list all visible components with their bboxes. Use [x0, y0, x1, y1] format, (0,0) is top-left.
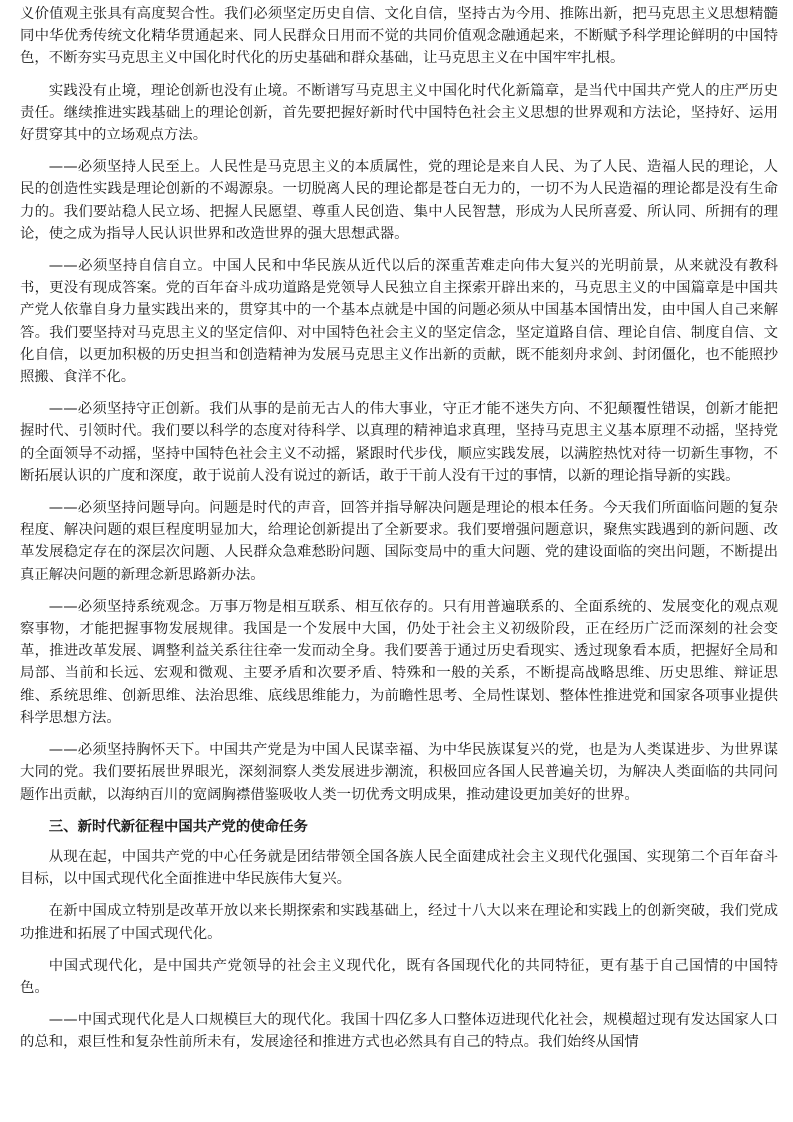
section-heading: 三、新时代新征程中国共产党的使命任务	[48, 818, 308, 835]
document-page	[20, 3, 778, 1064]
paragraph-global-vision: ——必须坚持胸怀天下。中国共产党是为中国人民谋幸福、为中华民族谋复兴的党，也是为人类谋进步、为世界谋大同的党。我们要拓展世界眼光，深刻洞察人类发展进步潮流，积极回应各国人民普遍关切，为解决人类面临的共同问题作出贡献，以海纳百川的宽阔胸襟借鉴吸收人类一切优秀文明成果，推动建设更加美好的世界。	[20, 742, 778, 803]
paragraph-central-task: 从现在起，中国共产党的中心任务就是团结带领全国各族人民全面建成社会主义现代化强国、实现第二个百年奋斗目标，以中国式现代化全面推进中华民族伟大复兴。	[20, 848, 778, 888]
paragraph-continued: 义价值观主张具有高度契合性。我们必须坚定历史自信、文化自信，坚持古为今用、推陈出新，把马克思主义思想精髓同中华优秀传统文化精华贯通起来、同人民群众日用而不觉的共同价值观念融通起来，不断赋予科学理论鲜明的中国特色，不断夯实马克思主义中国化时代化的历史基础和群众基础，让马克思主义在中国牢牢扎根。	[20, 6, 778, 67]
paragraph-population-scale: ——中国式现代化是人口规模巨大的现代化。我国十四亿多人口整体迈进现代化社会，规模超过现有发达国家人口的总和，艰巨性和复杂性前所未有，发展途径和推进方式也必然具有自己的特点。我们始终从国情	[20, 1012, 778, 1051]
paragraph-people-first: ——必须坚持人民至上。人民性是马克思主义的本质属性，党的理论是来自人民、为了人民、造福人民的理论，人民的创造性实践是理论创新的不竭源泉。一切脱离人民的理论都是苍白无力的，一切不为人民造福的理论都是没有生命力的。我们要站稳人民立场、把握人民愿望、尊重人民创造、集中人民智慧，形成为人民所喜爱、所认同、所拥有的理论，使之成为指导人民认识世界和改造世界的强大思想武器。	[20, 159, 778, 242]
paragraph-practice-theory: 实践没有止境，理论创新也没有止境。不断谱写马克思主义中国化时代化新篇章，是当代中国共产党人的庄严历史责任。继续推进实践基础上的理论创新，首先要把握好新时代中国特色社会主义思想的世界观和方法论，坚持好、运用好贯穿其中的立场观点方法。	[20, 82, 778, 144]
paragraph-self-confidence: ——必须坚持自信自立。中国人民和中华民族从近代以后的深重苦难走向伟大复兴的光明前景，从来就没有教科书，更没有现成答案。党的百年奋斗成功道路是党领导人民独立自主探索开辟出来的，马克思主义的中国篇章是中国共产党人依靠自身力量实践出来的，贯穿其中的一个基本点就是中国的问题必须从中国基本国情出发，由中国人自己来解答。我们要坚持对马克思主义的坚定信仰、对中国特色社会主义的坚定信念，坚定道路自信、理论自信、制度自信、文化自信，以更加积极的历史担当和创造精神为发展马克思主义作出新的贡献，既不能刻舟求剑、封闭僵化，也不能照抄照搬、食洋不化。	[20, 258, 778, 386]
paragraph-chinese-modernization: 中国式现代化，是中国共产党领导的社会主义现代化，既有各国现代化的共同特征，更有基于自己国情的中国特色。	[20, 957, 778, 996]
paragraph-problem-oriented: ——必须坚持问题导向。问题是时代的声音，回答并指导解决问题是理论的根本任务。今天我们所面临问题的复杂程度、解决问题的艰巨程度明显加大，给理论创新提出了全新要求。我们要增强问题意识，聚焦实践遇到的新问题、改革发展稳定存在的深层次问题、人民群众急难愁盼问题、国际变局中的重大问题、党的建设面临的突出问题，不断提出真正解决问题的新理念新思路新办法。	[20, 500, 778, 583]
paragraph-systems-thinking: ——必须坚持系统观念。万事万物是相互联系、相互依存的。只有用普遍联系的、全面系统的、发展变化的观点观察事物，才能把握事物发展规律。我国是一个发展中大国，仍处于社会主义初级阶段，正在经历广泛而深刻的社会变革，推进改革发展、调整利益关系往往牵一发而动全身。我们要善于通过历史看现实、透过现象看本质，把握好全局和局部、当前和长远、宏观和微观、主要矛盾和次要矛盾、特殊和一般的关系，不断提高战略思维、历史思维、辩证思维、系统思维、创新思维、法治思维、底线思维能力，为前瞻性思考、全局性谋划、整体性推进党和国家各项事业提供科学思想方法。	[20, 598, 778, 726]
paragraph-exploration: 在新中国成立特别是改革开放以来长期探索和实践基础上，经过十八大以来在理论和实践上的创新突破，我们党成功推进和拓展了中国式现代化。	[20, 903, 778, 942]
paragraph-integrity-innovation: ——必须坚持守正创新。我们从事的是前无古人的伟大事业，守正才能不迷失方向、不犯颠覆性错误，创新才能把握时代、引领时代。我们要以科学的态度对待科学、以真理的精神追求真理，坚持马克思主义基本原理不动摇，坚持党的全面领导不动摇，坚持中国特色社会主义不动摇，紧跟时代步伐，顺应实践发展，以满腔热忱对待一切新生事物，不断拓展认识的广度和深度，敢于说前人没有说过的新话，敢于干前人没有干过的事情，以新的理论指导新的实践。	[20, 401, 778, 484]
